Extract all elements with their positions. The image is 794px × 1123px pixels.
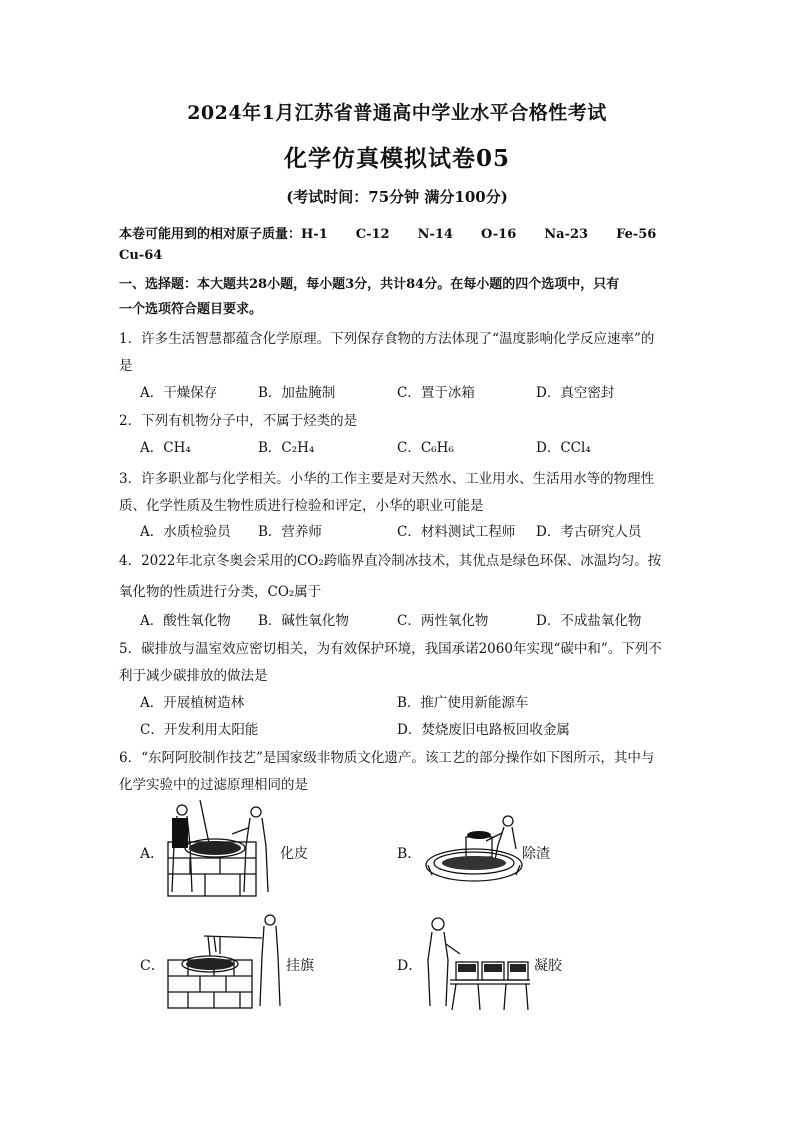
question-6-stem-cont: 化学实验中的过滤原理相同的是 bbox=[119, 777, 308, 793]
exam-title: 2024年1月江苏省普通高中学业水平合格性考试 bbox=[187, 102, 607, 124]
atomic-mass: O-16 bbox=[480, 227, 517, 242]
question-1-option-d[interactable]: D．真空密封 bbox=[536, 385, 615, 401]
question-1-stem: 1．许多生活智慧都蕴含化学原理。下列保存食物的方法体现了“温度影响化学反应速率”的 bbox=[119, 331, 655, 347]
question-3-option-a[interactable]: A．水质检验员 bbox=[140, 524, 231, 540]
question-4-stem: 4．2022年北京冬奥会采用的CO₂跨临界直冷制冰技术，其优点是绿色环保、冰温均匀。按 bbox=[119, 553, 662, 569]
atomic-mass: Na-23 bbox=[544, 227, 589, 242]
caption-c: 挂旗 bbox=[286, 958, 314, 974]
question-3-stem: 3．许多职业都与化学相关。小华的工作主要是对天然水、工业用水、生活用水等的物理性 bbox=[119, 471, 655, 487]
atomic-mass: C-12 bbox=[355, 227, 390, 242]
question-6-option-a[interactable]: A． bbox=[140, 846, 165, 862]
section-heading: 一、选择题：本大题共28小题，每小题3分，共计84分。在每小题的四个选项中，只有 bbox=[119, 277, 620, 292]
question-6-option-b[interactable]: B． bbox=[397, 846, 422, 862]
question-6-option-c[interactable]: C． bbox=[140, 958, 165, 974]
question-1-stem-cont: 是 bbox=[119, 358, 133, 374]
atomic-mass: H-1 bbox=[301, 227, 328, 242]
question-2-option-c[interactable]: C．C₆H₆ bbox=[397, 440, 454, 456]
question-1-option-c[interactable]: C．置于冰箱 bbox=[397, 385, 475, 401]
question-3-option-c[interactable]: C．材料测试工程师 bbox=[397, 524, 516, 540]
question-2-option-a[interactable]: A．CH₄ bbox=[140, 440, 191, 456]
question-3-option-d[interactable]: D．考古研究人员 bbox=[536, 524, 642, 540]
atomic-mass: Cu-64 bbox=[119, 248, 163, 263]
question-6-option-d[interactable]: D． bbox=[397, 958, 423, 974]
illustration-b-filtering bbox=[424, 815, 524, 885]
illustration-a-dissolving bbox=[160, 800, 280, 900]
illustration-d-gel-setting bbox=[420, 914, 532, 1012]
question-5-stem-cont: 利于减少碳排放的做法是 bbox=[119, 668, 268, 684]
question-5-stem: 5．碳排放与温室效应密切相关，为有效保护环境，我国承诺2060年实现“碳中和”。下列不 bbox=[119, 641, 662, 657]
illustration-c-hanging-flag bbox=[164, 912, 284, 1012]
question-3-option-b[interactable]: B．营养师 bbox=[258, 524, 322, 540]
question-2-option-b[interactable]: B．C₂H₄ bbox=[258, 440, 315, 456]
section-heading-cont: 一个选项符合题目要求。 bbox=[119, 302, 263, 317]
question-4-option-c[interactable]: C．两性氧化物 bbox=[397, 613, 489, 629]
question-4-option-d[interactable]: D．不成盐氧化物 bbox=[536, 613, 642, 629]
question-1-option-a[interactable]: A．干燥保存 bbox=[140, 385, 218, 401]
question-5-option-a[interactable]: A．开展植树造林 bbox=[140, 695, 245, 711]
caption-b: 除渣 bbox=[522, 846, 550, 862]
atomic-masses-label: 本卷可能用到的相对原子质量： bbox=[119, 227, 302, 242]
question-5-option-c[interactable]: C．开发利用太阳能 bbox=[140, 722, 259, 738]
question-1-option-b[interactable]: B．加盐腌制 bbox=[258, 385, 336, 401]
caption-d: 凝胶 bbox=[534, 958, 562, 974]
question-4-stem-cont: 氧化物的性质进行分类，CO₂属于 bbox=[119, 584, 322, 600]
question-6-stem: 6．“东阿阿胶制作技艺”是国家级非物质文化遗产。该工艺的部分操作如下图所示，其中与 bbox=[119, 750, 655, 766]
atomic-mass: N-14 bbox=[417, 227, 453, 242]
question-5-option-d[interactable]: D．焚烧废旧电路板回收金属 bbox=[397, 722, 570, 738]
question-4-option-b[interactable]: B．碱性氧化物 bbox=[258, 613, 349, 629]
exam-subtitle: 化学仿真模拟试卷05 bbox=[283, 145, 510, 172]
atomic-mass: Fe-56 bbox=[616, 227, 657, 242]
question-4-option-a[interactable]: A．酸性氧化物 bbox=[140, 613, 231, 629]
caption-a: 化皮 bbox=[280, 846, 308, 862]
question-5-option-b[interactable]: B．推广使用新能源车 bbox=[397, 695, 529, 711]
question-2-stem: 2．下列有机物分子中，不属于烃类的是 bbox=[119, 413, 358, 429]
atomic-masses-line bbox=[119, 223, 684, 242]
question-2-option-d[interactable]: D．CCl₄ bbox=[536, 440, 591, 456]
exam-info: (考试时间：75分钟 满分100分) bbox=[286, 188, 508, 206]
question-3-stem-cont: 质、化学性质及生物性质进行检验和评定，小华的职业可能是 bbox=[119, 498, 484, 514]
